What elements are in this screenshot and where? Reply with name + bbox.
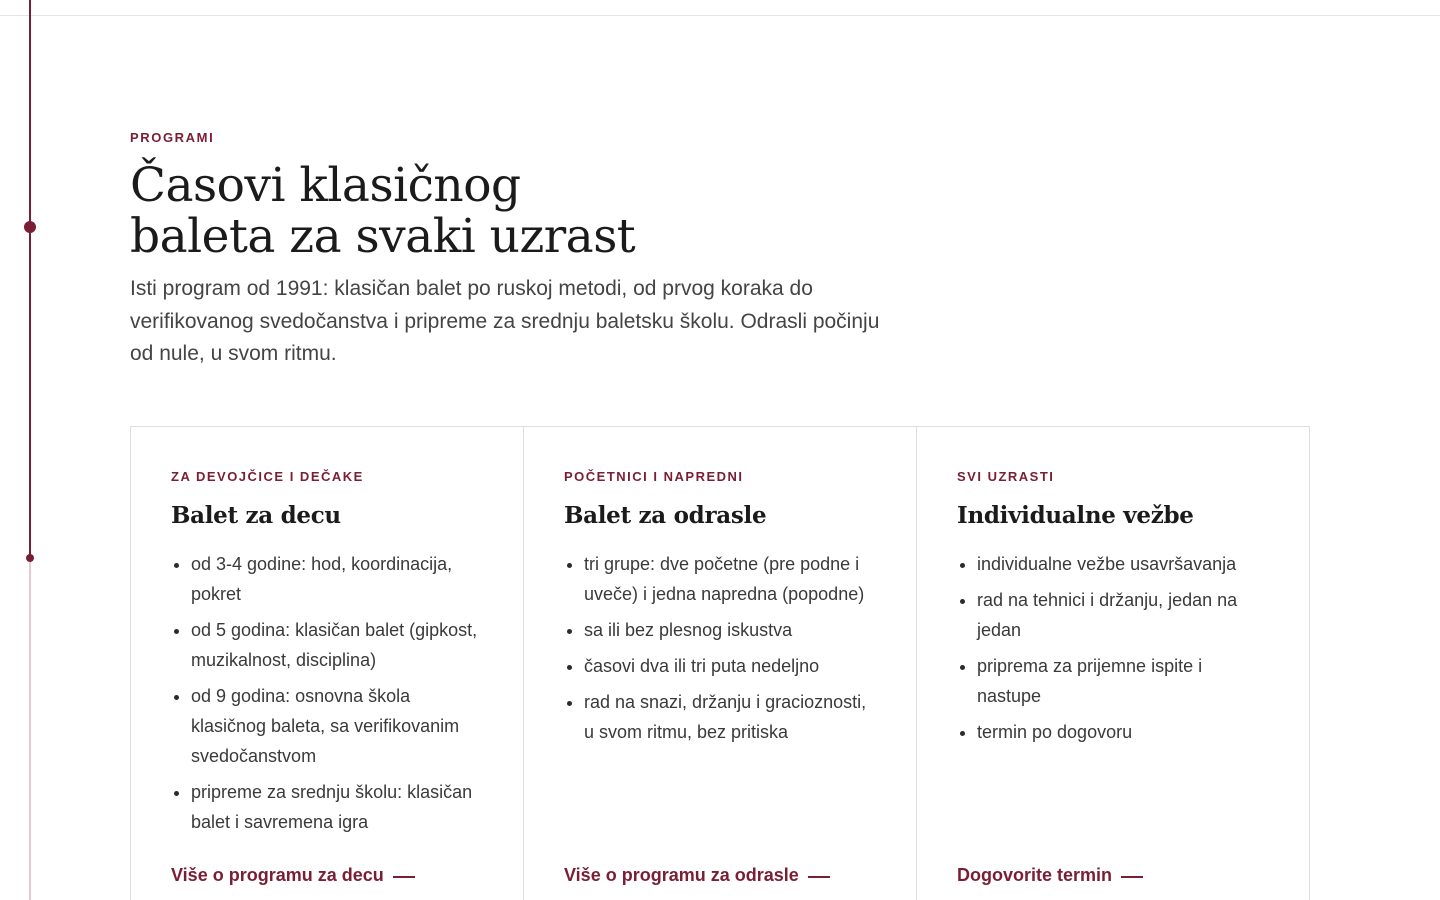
list-item: • termin po dogovoru (977, 717, 1269, 747)
card-eyebrow: POČETNICI I NAPREDNI (564, 469, 744, 484)
list-item: • sa ili bez plesnog iskustva (584, 615, 876, 645)
list-item: • rad na snazi, držanju i gracioznosti, u svom ritmu, bez pritiska (584, 687, 876, 747)
timeline-decoration (0, 0, 60, 900)
card-eyebrow: ZA DEVOJČICE I DEČAKE (171, 469, 364, 484)
link-label: Više o programu za decu (171, 865, 384, 885)
more-kids-program-link[interactable] (171, 865, 415, 886)
dash-arrow-icon (808, 876, 830, 878)
timeline-dot (26, 554, 34, 562)
link-label: Više o programu za odrasle (564, 865, 799, 885)
list-item: • od 5 godina: klasičan balet (gipkost, muzikalnost, disciplina) (191, 615, 483, 675)
program-cards (130, 426, 1310, 900)
book-appointment-link[interactable] (957, 865, 1143, 886)
card-eyebrow: SVI UZRASTI (957, 469, 1055, 484)
header-divider (0, 15, 1440, 16)
link-label: Dogovorite termin (957, 865, 1113, 885)
card-title: Balet za odrasle (564, 502, 767, 529)
program-card-adults (524, 427, 917, 900)
card-title: Individualne vežbe (957, 502, 1194, 529)
dash-arrow-icon (393, 876, 415, 878)
card-feature-list (564, 549, 876, 747)
lead-paragraph: Isti program od 1991: klasičan balet po ruskoj metodi, od prvog koraka do verifikovanog svedočanstva i pripreme za srednju baletsku školu. Odrasli počinju od nule, u svom ritmu. (130, 277, 880, 365)
list-item: • individualne vežbe usavršavanja (977, 549, 1269, 579)
program-card-individual (917, 427, 1309, 900)
card-feature-list (957, 549, 1269, 747)
card-feature-list (171, 549, 483, 837)
list-item: • priprema za prijemne ispite i nastupe (977, 651, 1269, 711)
timeline-line-active (29, 0, 31, 558)
program-card-kids (131, 427, 524, 900)
page-title-line-1: Časovi klasičnog (130, 158, 521, 213)
more-adults-program-link[interactable] (564, 865, 830, 886)
timeline-line-inactive (29, 558, 31, 900)
page-title-line-2: baleta za svaki uzrast (130, 209, 636, 264)
dash-arrow-icon (1121, 876, 1143, 878)
card-title: Balet za decu (171, 502, 341, 529)
list-item: • pripreme za srednju školu: klasičan balet i savremena igra (191, 777, 483, 837)
list-item: • rad na tehnici i držanju, jedan na jedan (977, 585, 1269, 645)
section-eyebrow: PROGRAMI (130, 130, 215, 145)
timeline-dot-current (24, 221, 36, 233)
list-item: • od 9 godina: osnovna škola klasičnog baleta, sa verifikovanim svedočanstvom (191, 681, 483, 771)
list-item: • časovi dva ili tri puta nedeljno (584, 651, 876, 681)
page-title (130, 160, 830, 262)
list-item: • od 3-4 godine: hod, koordinacija, pokret (191, 549, 483, 609)
list-item: • tri grupe: dve početne (pre podne i uveče) i jedna napredna (popodne) (584, 549, 876, 609)
